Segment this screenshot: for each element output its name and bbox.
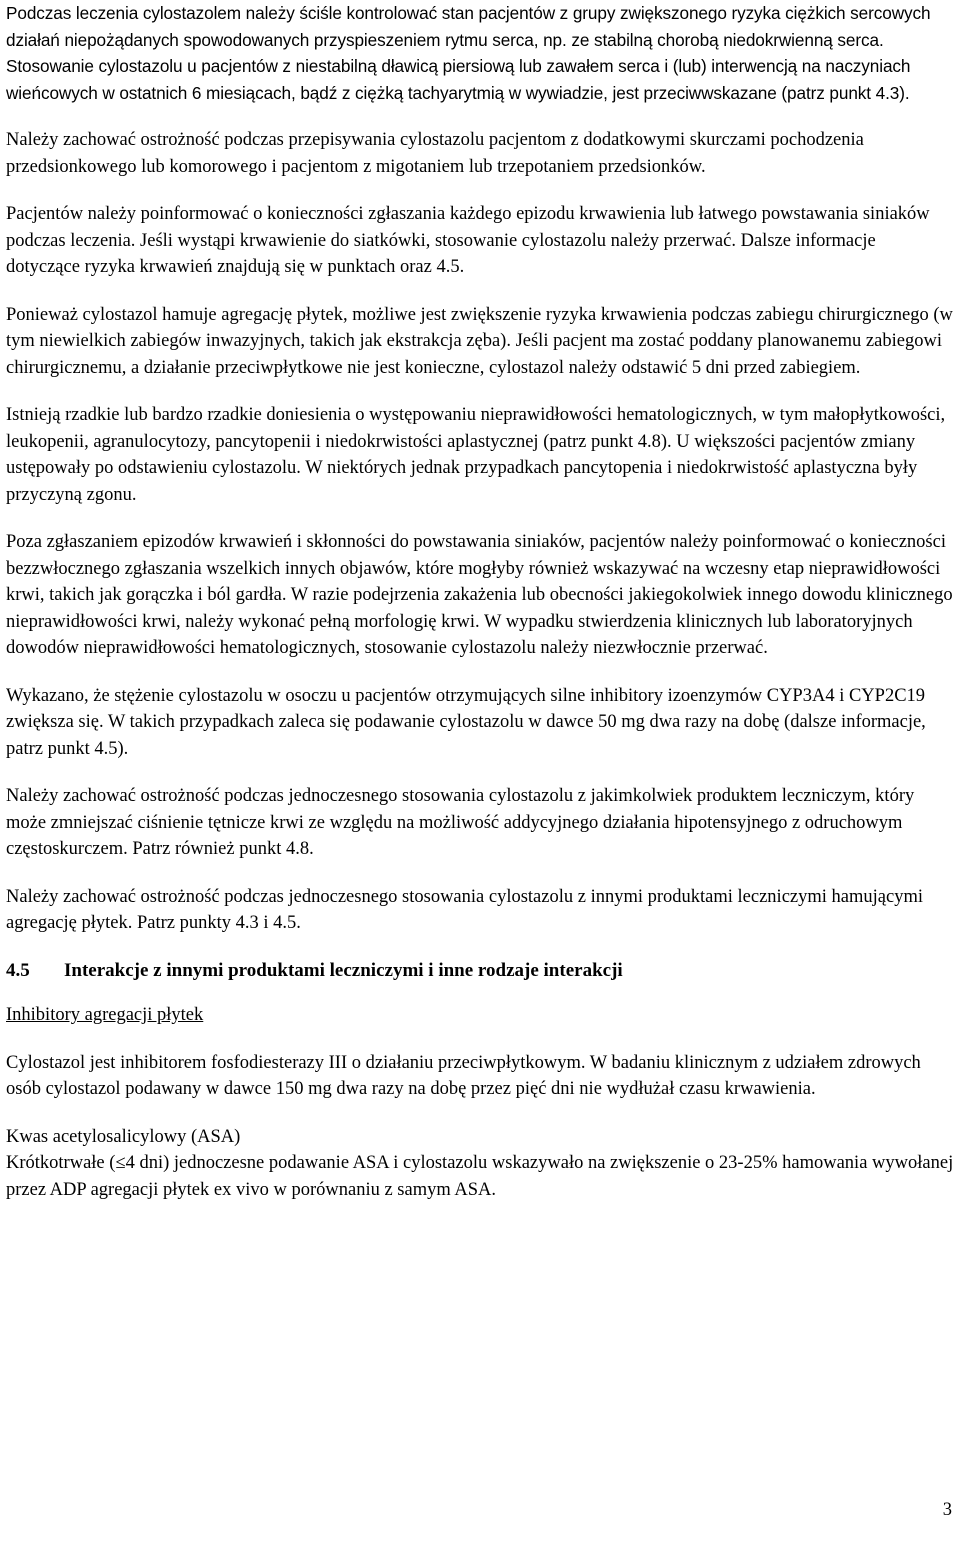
paragraph-extrasystoles: Należy zachować ostrożność podczas przepisywania cylostazolu pacjentom z dodatkowymi skurczami pochodzenia przedsionkowego lub komorowego i pacjentom z migotaniem lub trzepotaniem przedsionków. — [6, 130, 864, 177]
subheading-platelet-inhibitors: Inhibitory agregacji płytek — [6, 1005, 204, 1025]
paragraph-bleeding-info: Pacjentów należy poinformować o konieczności zgłaszania każdego epizodu krwawienia lub łatwego powstawania siniaków podczas leczenia. Jeśli wystąpi krwawienie do siatkówki, stosowanie cylostazolu należy przerwać. Dalsze informacje dotyczące ryzyka krwawień znajdują się w punktach oraz 4.5. — [6, 204, 930, 277]
paragraph-asa: Krótkotrwałe (≤4 dni) jednoczesne podawanie ASA i cylostazolu wskazywało na zwiększenie o 23-25% hamowania wywołanej przez ADP agregacji płytek ex vivo w porównaniu z samym ASA. — [6, 1153, 954, 1200]
paragraph-pde3: Cylostazol jest inhibitorem fosfodiesterazy III o działaniu przeciwpłytkowym. W badaniu klinicznym z udziałem zdrowych osób cylostazol podawany w dawce 150 mg dwa razy na dobę przez pięć dni nie wydłużał czasu krwawienia. — [6, 1052, 921, 1099]
paragraph-cyp-inhibitors: Wykazano, że stężenie cylostazolu w osoczu u pacjentów otrzymujących silne inhibitory izoenzymów CYP3A4 i CYP2C19 zwiększa się. W takich przypadkach zaleca się podawanie cylostazolu w dawce 50 mg dwa razy na dobę (dalsze informacje, patrz punkt 4.5). — [6, 685, 926, 759]
paragraph-surgery: Ponieważ cylostazol hamuje agregację płytek, możliwe jest zwiększenie ryzyka krwawienia podczas zabiegu chirurgicznego (w tym niewielkich zabiegów inwazyjnych, takich jak ekstrakcja zęba). Jeśli pacjent ma zostać poddany planowanemu zabiegowi chirurgicznemu, a działanie przeciwpłytkowe nie jest konieczne, cylostazol należy odstawić 5 dni przed zabiegiem. — [6, 304, 953, 378]
asa-heading: Kwas acetylosalicylowy (ASA) — [6, 1126, 241, 1147]
paragraph-cardiac-risk: Podczas leczenia cylostazolem należy ściśle kontrolować stan pacjentów z grupy zwiększonego ryzyka ciężkich sercowych działań niepożądanych spowodowanych przyspieszeniem rytmu serca, np. ze stabilną chorobą niedokrwienną serca. Stosowanie cylostazolu u pacjentów z niestabilną dławicą piersiową lub zawałem serca i (lub) interwencją na naczyniach wieńcowych w ostatnich 6 miesiącach, bądź z ciężką tachyarytmią w wywiadzie, jest przeciwwskazane (patrz punkt 4.3). — [6, 3, 931, 103]
section-heading — [6, 958, 954, 985]
section-title: Interakcje z innymi produktami leczniczymi i inne rodzaje interakcji — [64, 959, 623, 981]
document-page — [6, 0, 954, 1224]
paragraph-blood-symptoms: Poza zgłaszaniem epizodów krwawień i skłonności do powstawania siniaków, pacjentów należy poinformować o konieczności bezzwłocznego zgłaszania wszelkich innych objawów, które mogłyby również wskazywać na wczesny etap nieprawidłowości krwi, takich jak gorączka i ból gardła. W razie podejrzenia zakażenia lub obecności jakiegokolwiek innego dowodu klinicznego nieprawidłowości krwi, należy wykonać pełną morfologię krwi. W wypadku stwierdzenia klinicznych lub laboratoryjnych dowodów nieprawidłowości hematologicznych, stosowanie cylostazolu należy niezwłocznie przerwać. — [6, 532, 953, 658]
section-number: 4.5 — [6, 959, 30, 981]
paragraph-antiplatelet: Należy zachować ostrożność podczas jednoczesnego stosowania cylostazolu z innymi produktami leczniczymi hamującymi agregację płytek. Patrz punkty 4.3 i 4.5. — [6, 886, 923, 933]
paragraph-hypotension: Należy zachować ostrożność podczas jednoczesnego stosowania cylostazolu z jakimkolwiek produktem leczniczym, który może zmniejszać ciśnienie tętnicze krwi ze względu na możliwość addycyjnego działania hipotensyjnego z odruchowym częstoskurczem. Patrz również punkt 4.8. — [6, 786, 915, 859]
page-number: 3 — [942, 1500, 952, 1520]
paragraph-hematologic: Istnieją rzadkie lub bardzo rzadkie doniesienia o występowaniu nieprawidłowości hematologicznych, w tym małopłytkowości, leukopenii, agranulocytozy, pancytopenii i niedokrwistości aplastycznej (patrz punkt 4.8). U większości pacjentów zmiany ustępowały po odstawieniu cylostazolu. W niektórych jednak przypadkach pancytopenia i niedokrwistość aplastyczna były przyczyną zgonu. — [6, 405, 946, 505]
